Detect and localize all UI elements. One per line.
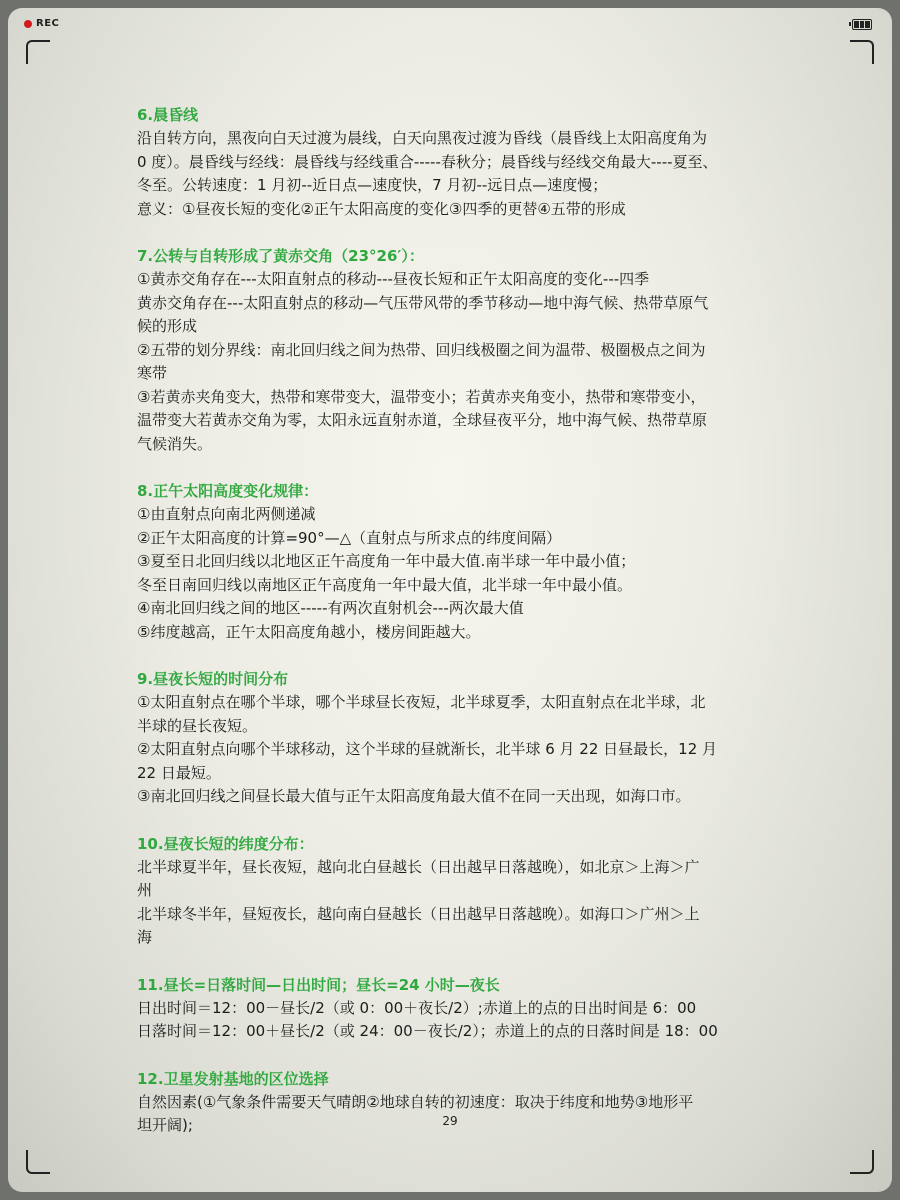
section-heading: 8.正午太阳高度变化规律： <box>137 482 319 500</box>
document-body <box>137 103 767 1161</box>
text-line: 22 日最短。 <box>137 763 221 782</box>
text-line: ①黄赤交角存在---太阳直射点的移动---昼夜长短和正午太阳高度的变化---四季 <box>137 270 650 288</box>
text-line: ②太阳直射点向哪个半球移动，这个半球的昼就渐长，北半球 6 月 22 日昼最长，12 月 <box>137 740 718 758</box>
viewfinder-corner-bottom-left <box>26 1150 50 1174</box>
text-line: 冬至。公转速度：1 月初--近日点—速度快，7 月初--远日点—速度慢； <box>137 176 608 194</box>
text-line: ①由直射点向南北两侧递减 <box>137 505 316 523</box>
text-line: 0 度）。晨昏线与经线：晨昏线与经线重合-----春秋分；晨昏线与经线交角最大----夏至、 <box>137 152 718 171</box>
text-line: 半球的昼长夜短。 <box>137 716 258 735</box>
text-line: 北半球冬半年，昼短夜长，越向南白昼越长（日出越早日落越晚）。如海口＞广州＞上 <box>137 904 700 923</box>
section-heading: 11.昼长=日落时间—日出时间；昼长=24 小时—夜长 <box>137 975 500 994</box>
text-line: 黄赤交角存在---太阳直射点的移动—气压带风带的季节移动—地中海气候、热带草原气 <box>137 293 709 312</box>
text-line: 海 <box>137 928 153 946</box>
text-line: ⑤纬度越高，正午太阳高度角越小，楼房间距越大。 <box>137 622 481 641</box>
text-line: 冬至日南回归线以南地区正午高度角一年中最大值，北半球一年中最小值。 <box>137 575 633 594</box>
text-line: ③若黄赤夹角变大，热带和寒带变大，温带变小；若黄赤夹角变小，热带和寒带变小， <box>137 387 706 406</box>
viewfinder-corner-top-left <box>26 40 50 64</box>
viewfinder-corner-top-right <box>850 40 874 64</box>
text-line: ②五带的划分界线：南北回归线之间为热带、回归线极圈之间为温带、极圈极点之间为 <box>137 340 706 359</box>
text-line: 沿自转方向，黑夜向白天过渡为晨线，白天向黑夜过渡为昏线（晨昏线上太阳高度角为 <box>137 129 708 147</box>
text-line: 温带变大若黄赤交角为零，太阳永远直射赤道，全球昼夜平分，地中海气候、热带草原 <box>137 411 708 429</box>
text-line: ③南北回归线之间昼长最大值与正午太阳高度角最大值不在同一天出现，如海口市。 <box>137 787 691 805</box>
section-heading: 6.晨昏线 <box>137 106 199 124</box>
recording-indicator <box>24 18 59 29</box>
text-line: ④南北回归线之间的地区-----有两次直射机会---两次最大值 <box>137 599 524 617</box>
section <box>137 667 767 809</box>
rec-label: REC <box>36 18 60 29</box>
text-line: ②正午太阳高度的计算=90°—△（直射点与所求点的纬度间隔） <box>137 528 562 547</box>
text-line: 日落时间＝12：00＋昼长/2（或 24：00－夜长/2）；赤道上的点的日落时间是 18：00 <box>137 1022 718 1040</box>
battery-icon <box>852 19 872 30</box>
text-line: 坦开阔); <box>137 1116 193 1134</box>
section-heading: 9.昼夜长短的时间分布 <box>137 670 289 688</box>
text-line: 自然因素(①气象条件需要天气晴朗②地球自转的初速度：取决于纬度和地势③地形平 <box>137 1092 694 1111</box>
text-line: 北半球夏半年，昼长夜短，越向北白昼越长（日出越早日落越晚），如北京＞上海＞广 <box>137 857 700 876</box>
section-heading: 12.卫星发射基地的区位选择 <box>137 1069 329 1088</box>
section <box>137 479 767 644</box>
section <box>137 973 767 1044</box>
section <box>137 832 767 950</box>
viewfinder-corner-bottom-right <box>850 1150 874 1174</box>
text-line: 寒带 <box>137 364 168 382</box>
text-line: ①太阳直射点在哪个半球，哪个半球昼长夜短，北半球夏季，太阳直射点在北半球，北 <box>137 693 706 711</box>
page-number: 29 <box>442 1114 458 1128</box>
text-line: ③夏至日北回归线以北地区正午高度角一年中最大值.南半球一年中最小值； <box>137 552 636 570</box>
text-line: 候的形成 <box>137 317 198 335</box>
section <box>137 244 767 456</box>
text-line: 州 <box>137 881 153 899</box>
text-line: 日出时间＝12：00－昼长/2（或 0：00＋夜长/2）;赤道上的点的日出时间是 6：00 <box>137 998 697 1017</box>
text-line: 气候消失。 <box>137 434 213 453</box>
section-heading: 7.公转与自转形成了黄赤交角（23°26′）： <box>137 247 424 265</box>
section-heading: 10.昼夜长短的纬度分布： <box>137 834 314 853</box>
record-dot-icon <box>24 20 32 28</box>
section <box>137 103 767 221</box>
text-line: 意义：①昼夜长短的变化②正午太阳高度的变化③四季的更替④五带的形成 <box>137 199 626 218</box>
